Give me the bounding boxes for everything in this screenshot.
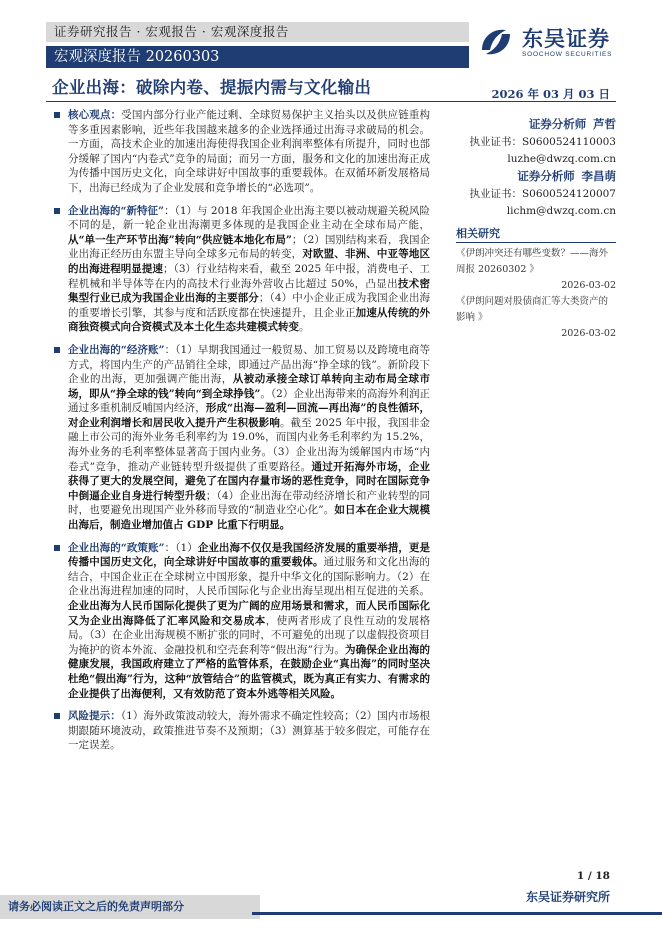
- paragraph-text: ；（3）行业结构来看，截至 2025 年中报，消费电子、工程机械和半导体等在内的高技术行业海外营收占比超过 50%，凸显出: [68, 262, 431, 290]
- logo-chinese-name: 东吴证券: [522, 26, 610, 51]
- emphasis-text: 企业出海不仅仅是我国经济发展的重要举措，更是传播中国历史文化，向全球讲好中国故事的重要载体。: [68, 541, 430, 569]
- page-number: 1 / 18: [576, 870, 610, 882]
- analyst-email[interactable]: lichm@dwzq.com.cn: [506, 205, 616, 217]
- related-research-divider: [456, 242, 616, 243]
- report-date: 2026 年 03 月 03 日: [491, 87, 610, 101]
- square-bullet-icon: [54, 347, 60, 353]
- logo-english-name: SOOCHOW SECURITIES: [522, 51, 613, 58]
- emphasis-text: 对欧盟、非洲、中亚等地区的出海进程明显提速: [68, 248, 431, 275]
- related-item-2[interactable]: [456, 294, 616, 342]
- analyst-name: 芦哲: [593, 117, 616, 131]
- square-bullet-icon: [54, 208, 60, 214]
- related-research-title: 相关研究: [456, 227, 500, 240]
- emphasis-text: 通过开拓海外市场，企业获得了更大的发展空间，避免了在国内存量市场的恶性竞争，同时在国际竞争中倒逼企业自身进行转型升级: [68, 460, 431, 502]
- related-item-date: 2026-03-02: [561, 280, 616, 291]
- emphasis-text: 从被动承接全球订单转向主动布局全球市场，即从“挣全球的钱”转向“到全球挣钱”: [68, 373, 430, 400]
- analyst-cert: 执业证书：S0600524110003: [469, 136, 616, 148]
- body-paragraph: [54, 343, 430, 533]
- paragraph-text: ：（1）早期我国通过一般贸易、加工贸易以及跨境电商等方式，将国内生产的产品销往全球，即通过产品出海“挣全球的钱”。新阶段下企业的出海，更加强调产能出海，: [68, 343, 430, 386]
- report-body: [54, 108, 430, 761]
- square-bullet-icon: [54, 545, 60, 551]
- paragraph-text: 通过服务和文化出海的结合，中国企业正在全球树立中国形象，提升中华文化的国际影响力。（2）在企业出海进程加速的同时，人民币国际化与企业出海呈现出相互促进的关系。: [68, 556, 431, 598]
- body-paragraph: [54, 709, 430, 753]
- analyst-1: [456, 116, 616, 168]
- paragraph-text: ：（1）: [164, 541, 198, 554]
- report-title: 企业出海：破除内卷、提振内需与文化输出: [52, 78, 372, 97]
- emphasis-text: 形成“出海—盈利—回流—再出海”的良性循环，对企业利润增长和居民收入提升产生积极影响: [68, 402, 430, 429]
- paragraph-keyword: 企业出海的“政策账”: [68, 541, 165, 554]
- footer-divider: [252, 912, 662, 915]
- report-id-band: 宏观深度报告 20260303: [46, 46, 469, 68]
- related-item-1[interactable]: [456, 246, 616, 294]
- body-paragraph: [54, 204, 430, 335]
- header-divider: [46, 101, 616, 102]
- paragraph-keyword: 核心观点：: [68, 109, 122, 121]
- emphasis-text: 从“单一生产环节出海”转向“供应链本地化布局”: [68, 233, 292, 246]
- emphasis-text: 如日本在企业大规模出海后，制造业增加值占 GDP 比重下行明显。: [68, 504, 430, 532]
- body-paragraph: [54, 541, 430, 702]
- analyst-cert: 执业证书：S0600524120007: [469, 188, 616, 200]
- paragraph-text: 受国内部分行业产能过剩、全球贸易保护主义抬头以及供应链重构等多重因素影响，近些年我国越来越多的企业选择通过出海寻求破局的机会。一方面，高技术企业的加速出海使得我国企业利润率整体有所提升，同时也部分缓解了国内“内卷式”竞争的局面；而另一方面，服务和文化的加速出海正成为传播中国历史文化，向全球讲好中国故事的重要载体。在双循环新发展格局下，出海已经成为了企业发展和竞争增长的“必选项”。: [68, 109, 431, 194]
- related-item-text[interactable]: 《伊朗问题对股债商汇等大类资产的影响 》: [456, 296, 609, 323]
- paragraph-keyword: 企业出海的“经济账”: [68, 343, 165, 356]
- paragraph-text: ：（1）与 2018 年我国企业出海主要以被动规避关税风险不同的是，新一轮企业出海潮更多体现的是我国企业主动在全球布局产能，: [68, 204, 430, 232]
- related-item-text[interactable]: 《伊朗冲突还有哪些变数？——海外周报 20260302 》: [456, 248, 609, 275]
- emphasis-text: 企业出海为人民币国际化提供了更为广阔的应用场景和需求，而人民币国际化又为企业出海降低了汇率风险和交易成本: [68, 600, 430, 627]
- analyst-name: 李昌萌: [581, 169, 616, 183]
- paragraph-text: ；（4）企业出海在带动经济增长和产业转型的同时，也要避免出现国产业外移而导致的“制造业空心化”。: [68, 489, 431, 517]
- paragraph-text: 。截至 2025 年中报，我国非金融上市公司的海外业务毛利率约为 19.0%，而国内业务毛利率约为 15.2%，海外业务的毛利率整体显著高于国内业务。（3）企业出海为缓解国内市场“内卷式”竞争，推动产业链转型升级提供了重要路径。: [68, 416, 430, 473]
- square-bullet-icon: [54, 112, 60, 118]
- logo-mark-icon: [476, 22, 516, 62]
- analyst-email[interactable]: luzhe@dwzq.com.cn: [507, 153, 616, 165]
- emphasis-text: 加速从传统的外商独资模式向合资模式及本土化生态共建模式转变: [68, 306, 431, 334]
- paragraph-keyword: 企业出海的“新特征”: [68, 204, 165, 217]
- paragraph-text: ；（4）中小企业正成为我国企业出海的重要增长引擎，其参与度和活跃度都在快速提升，且企业正: [68, 292, 430, 319]
- emphasis-text: 技术密集型行业已成为我国企业出海的主要部分: [68, 277, 430, 305]
- analyst-role: 证券分析师: [517, 169, 575, 183]
- body-paragraph: [54, 108, 430, 196]
- emphasis-text: 为确保企业出海的健康发展，我国政府建立了严格的监管体系，在鼓励企业“真出海”的同时坚决杜绝“假出海”行为，这种“放管结合”的监管模式，既为真正有实力、有需求的企业提供了出海便利，又有效防范了资本外逃等相关风险。: [68, 643, 430, 700]
- paragraph-text: ；（2）国别结构来看，我国企业出海正经历由东盟主导向全球多元布局的转变，: [68, 233, 430, 261]
- related-item-date: 2026-03-02: [561, 328, 616, 339]
- paragraph-keyword: 风险提示：: [68, 710, 121, 723]
- paragraph-text: 。: [299, 321, 310, 334]
- paragraph-text: （1）海外政策波动较大，海外需求不确定性较高；（2）国内市场根期跟随环境波动，政策推进节奏不及预期；（3）测算基于较多假定，可能存在一定误差。: [68, 710, 430, 752]
- analyst-2: [456, 168, 616, 220]
- square-bullet-icon: [54, 713, 60, 719]
- paragraph-text: ，使两者形成了良性互动的发展格局。（3）在企业出海规模不断扩张的同时，不可避免的出现了以虚假投资项目为掩护的资本外流、金融投机和空壳套利等“假出海”行为。: [68, 614, 430, 656]
- brand-logo: [476, 20, 626, 70]
- report-category-band: 证券研究报告 · 宏观报告 · 宏观深度报告: [46, 22, 469, 42]
- institute-name: 东吴证券研究所: [525, 890, 610, 904]
- disclaimer-notice: 请务必阅读正文之后的免责声明部分: [0, 895, 260, 919]
- analyst-panel: [456, 116, 616, 220]
- analyst-role: 证券分析师: [528, 117, 587, 131]
- paragraph-text: 。（2）企业出海带来的高海外利润正通过多重机制反哺国内经济，: [68, 387, 430, 415]
